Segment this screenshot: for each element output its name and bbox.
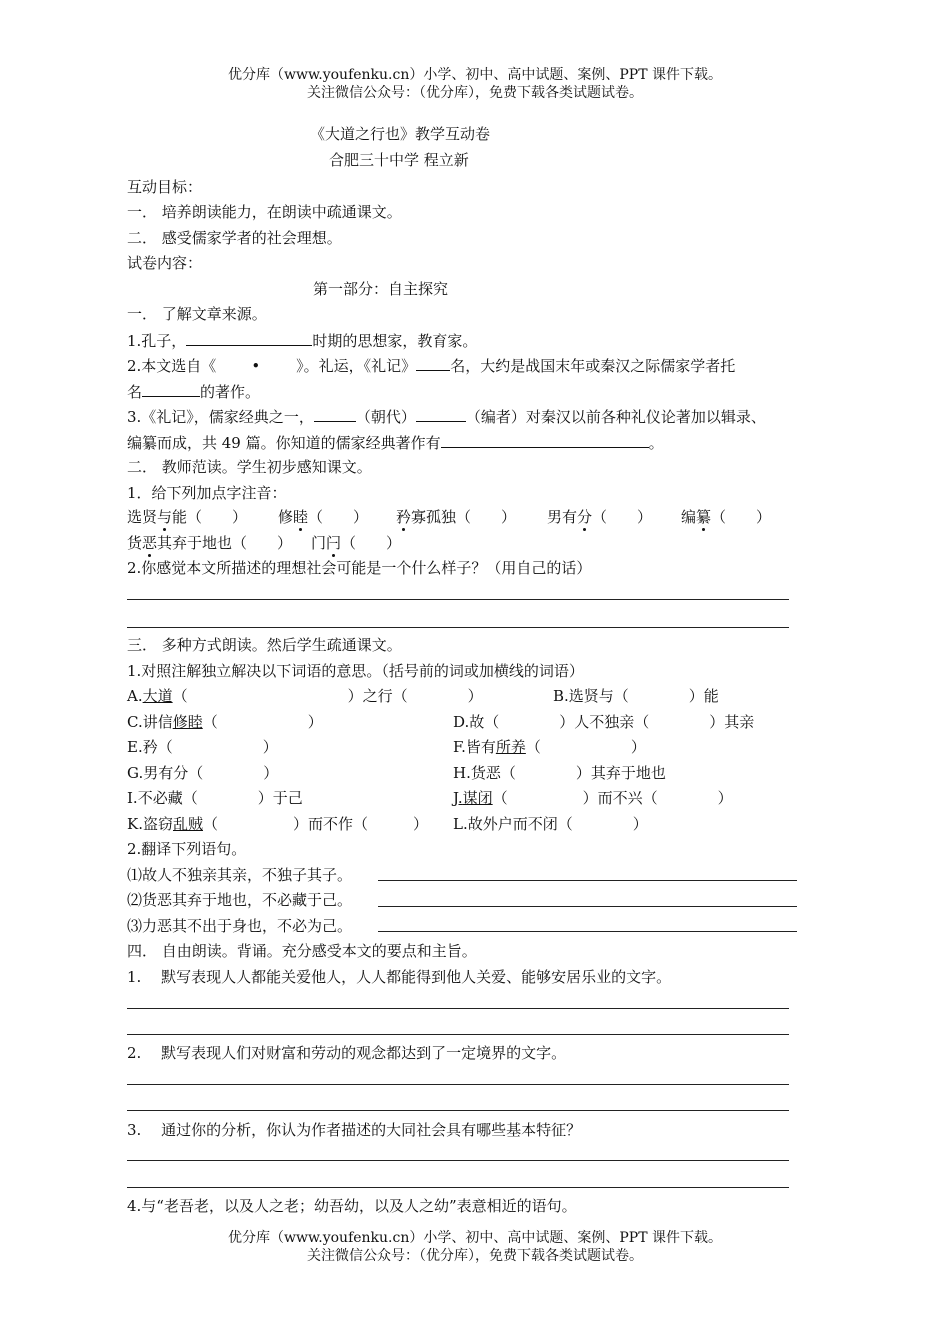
q2-part-b: 》。礼运，《礼记》 bbox=[296, 357, 417, 375]
q3-part-a: 3.《礼记》，儒家经典之一， bbox=[127, 408, 314, 426]
section-2-heading: 二． 教师范读。学生初步感知课文。 bbox=[127, 458, 372, 476]
vocab-l: L.故外户而不闭（ ） bbox=[453, 815, 648, 833]
q2-part-c: 名，大约是战国末年或秦汉之际儒家学者托 bbox=[450, 357, 736, 375]
q3-blank-1[interactable] bbox=[314, 406, 356, 422]
question-1 bbox=[127, 330, 477, 351]
section-1-heading: 一． 了解文章来源。 bbox=[127, 305, 267, 323]
vocab-e: E.矜（ ） bbox=[127, 738, 278, 756]
translate-3-line[interactable] bbox=[378, 931, 797, 932]
translate-2-line[interactable] bbox=[378, 906, 797, 907]
q2-dot: • bbox=[251, 357, 261, 375]
answer-line[interactable] bbox=[127, 1008, 789, 1009]
part1-title: 第一部分：自主探究 bbox=[313, 280, 449, 298]
translate-1: ⑴故人不独亲其亲，不独子其子。 bbox=[127, 866, 353, 884]
answer-line[interactable] bbox=[127, 1187, 789, 1188]
goals-label: 互动目标： bbox=[127, 178, 203, 196]
translate-intro: 2.翻译下列语句。 bbox=[127, 840, 247, 858]
feel-question: 2.你感觉本文所描述的理想社会可能是一个什么样子？（用自己的话） bbox=[127, 559, 592, 577]
answer-line[interactable] bbox=[127, 1160, 789, 1161]
header-line-1: 优分库（www.youfenku.cn）小学、初中、高中试题、案例、PPT 课件下载。 bbox=[227, 67, 722, 83]
pinyin-item-5: 编纂（ ） bbox=[681, 508, 772, 526]
q1-post: 时期的思想家，教育家。 bbox=[312, 332, 478, 350]
section-4-heading: 四． 自由朗读。背诵。充分感受本文的要点和主旨。 bbox=[127, 942, 477, 960]
goal-2: 二． 感受儒家学者的社会理想。 bbox=[127, 229, 342, 247]
content-label: 试卷内容： bbox=[127, 254, 203, 272]
question-2 bbox=[127, 355, 735, 376]
translate-3: ⑶力恶其不出于身也，不必为己。 bbox=[127, 917, 353, 935]
pinyin-item-3: 矜寡孤独（ ） bbox=[396, 508, 517, 526]
vocab-d: D.故（ ）人不独亲（ ）其亲 bbox=[453, 713, 755, 731]
header-line-2: 关注微信公众号：（优分库），免费下载各类试题试卷。 bbox=[307, 85, 643, 101]
question-2-cont bbox=[127, 381, 260, 402]
q3-blank-3[interactable] bbox=[441, 432, 649, 448]
pinyin-item-6: 货恶其弃于地也（ ） bbox=[127, 534, 293, 552]
pinyin-item-2: 修睦（ ） bbox=[278, 508, 369, 526]
vocab-f: F.皆有所养（ ） bbox=[453, 738, 646, 756]
vocab-j: J.谋闭（ ）而不兴（ ） bbox=[453, 789, 733, 807]
answer-line[interactable] bbox=[127, 1084, 789, 1085]
vocab-c: C.讲信修睦（ ） bbox=[127, 713, 323, 731]
q2-part-e: 的著作。 bbox=[200, 383, 261, 401]
q1-pre: 1.孔子， bbox=[127, 332, 187, 350]
q3-part-c: （编者）对秦汉以前各种礼仪论著加以辑录、 bbox=[465, 408, 766, 426]
q3-part-b: （朝代） bbox=[355, 408, 416, 426]
pinyin-item-1: 选贤与能（ ） bbox=[127, 508, 248, 526]
answer-line[interactable] bbox=[127, 1034, 789, 1035]
footer-line-2: 关注微信公众号：（优分库），免费下载各类试题试卷。 bbox=[307, 1248, 643, 1264]
question-3-cont bbox=[127, 432, 664, 453]
vocab-intro: 1.对照注解独立解决以下词语的意思。（括号前的词或加横线的词语） bbox=[127, 662, 584, 680]
q2-part-d: 名 bbox=[127, 383, 143, 401]
pinyin-item-4: 男有分（ ） bbox=[547, 508, 653, 526]
vocab-g: G.男有分（ ） bbox=[127, 764, 279, 782]
q3-blank-2[interactable] bbox=[416, 406, 466, 422]
recite-3: 3. 通过你的分析，你认为作者描述的大同社会具有哪些基本特征？ bbox=[127, 1121, 582, 1139]
answer-line[interactable] bbox=[127, 599, 789, 600]
translate-2: ⑵货恶其弃于地也，不必藏于己。 bbox=[127, 891, 353, 909]
q1-blank[interactable] bbox=[186, 330, 312, 346]
q2-part-a: 2.本文选自《 bbox=[127, 357, 217, 375]
answer-line[interactable] bbox=[127, 1110, 789, 1111]
vocab-h: H.货恶（ ）其弃于地也 bbox=[453, 764, 666, 782]
recite-2: 2. 默写表现人们对财富和劳动的观念都达到了一定境界的文字。 bbox=[127, 1044, 567, 1062]
q3-part-d: 编纂而成，共 49 篇。你知道的儒家经典著作有 bbox=[127, 434, 441, 452]
recite-1: 1. 默写表现人人都能关爱他人，人人都能得到他人关爱、能够安居乐业的文字。 bbox=[127, 968, 672, 986]
page-title: 《大道之行也》教学互动卷 bbox=[310, 125, 491, 143]
footer-line-1: 优分库（www.youfenku.cn）小学、初中、高中试题、案例、PPT 课件下载。 bbox=[227, 1230, 722, 1246]
author: 合肥三十中学 程立新 bbox=[329, 151, 469, 169]
section-3-heading: 三． 多种方式朗读。然后学生疏通课文。 bbox=[127, 636, 402, 654]
vocab-k: K.盗窃乱贼（ ）而不作（ ） bbox=[127, 815, 429, 833]
q2-blank-2[interactable] bbox=[142, 381, 200, 397]
vocab-i: I.不必藏（ ）于己 bbox=[127, 789, 303, 807]
pinyin-item-7: 门闩（ ） bbox=[311, 534, 402, 552]
q3-part-e: 。 bbox=[648, 434, 664, 452]
q2-blank-1[interactable] bbox=[416, 355, 450, 371]
recite-4: 4.与“老吾老，以及人之老；幼吾幼，以及人之幼”表意相近的语句。 bbox=[127, 1197, 577, 1215]
question-3 bbox=[127, 406, 766, 427]
vocab-a: A.大道（ ）之行（ ） bbox=[127, 687, 483, 705]
pinyin-intro: 1．给下列加点字注音： bbox=[127, 484, 287, 502]
vocab-b: B.选贤与（ ）能 bbox=[553, 687, 719, 705]
translate-1-line[interactable] bbox=[378, 880, 797, 881]
goal-1: 一． 培养朗读能力，在朗读中疏通课文。 bbox=[127, 203, 402, 221]
answer-line[interactable] bbox=[127, 627, 789, 628]
